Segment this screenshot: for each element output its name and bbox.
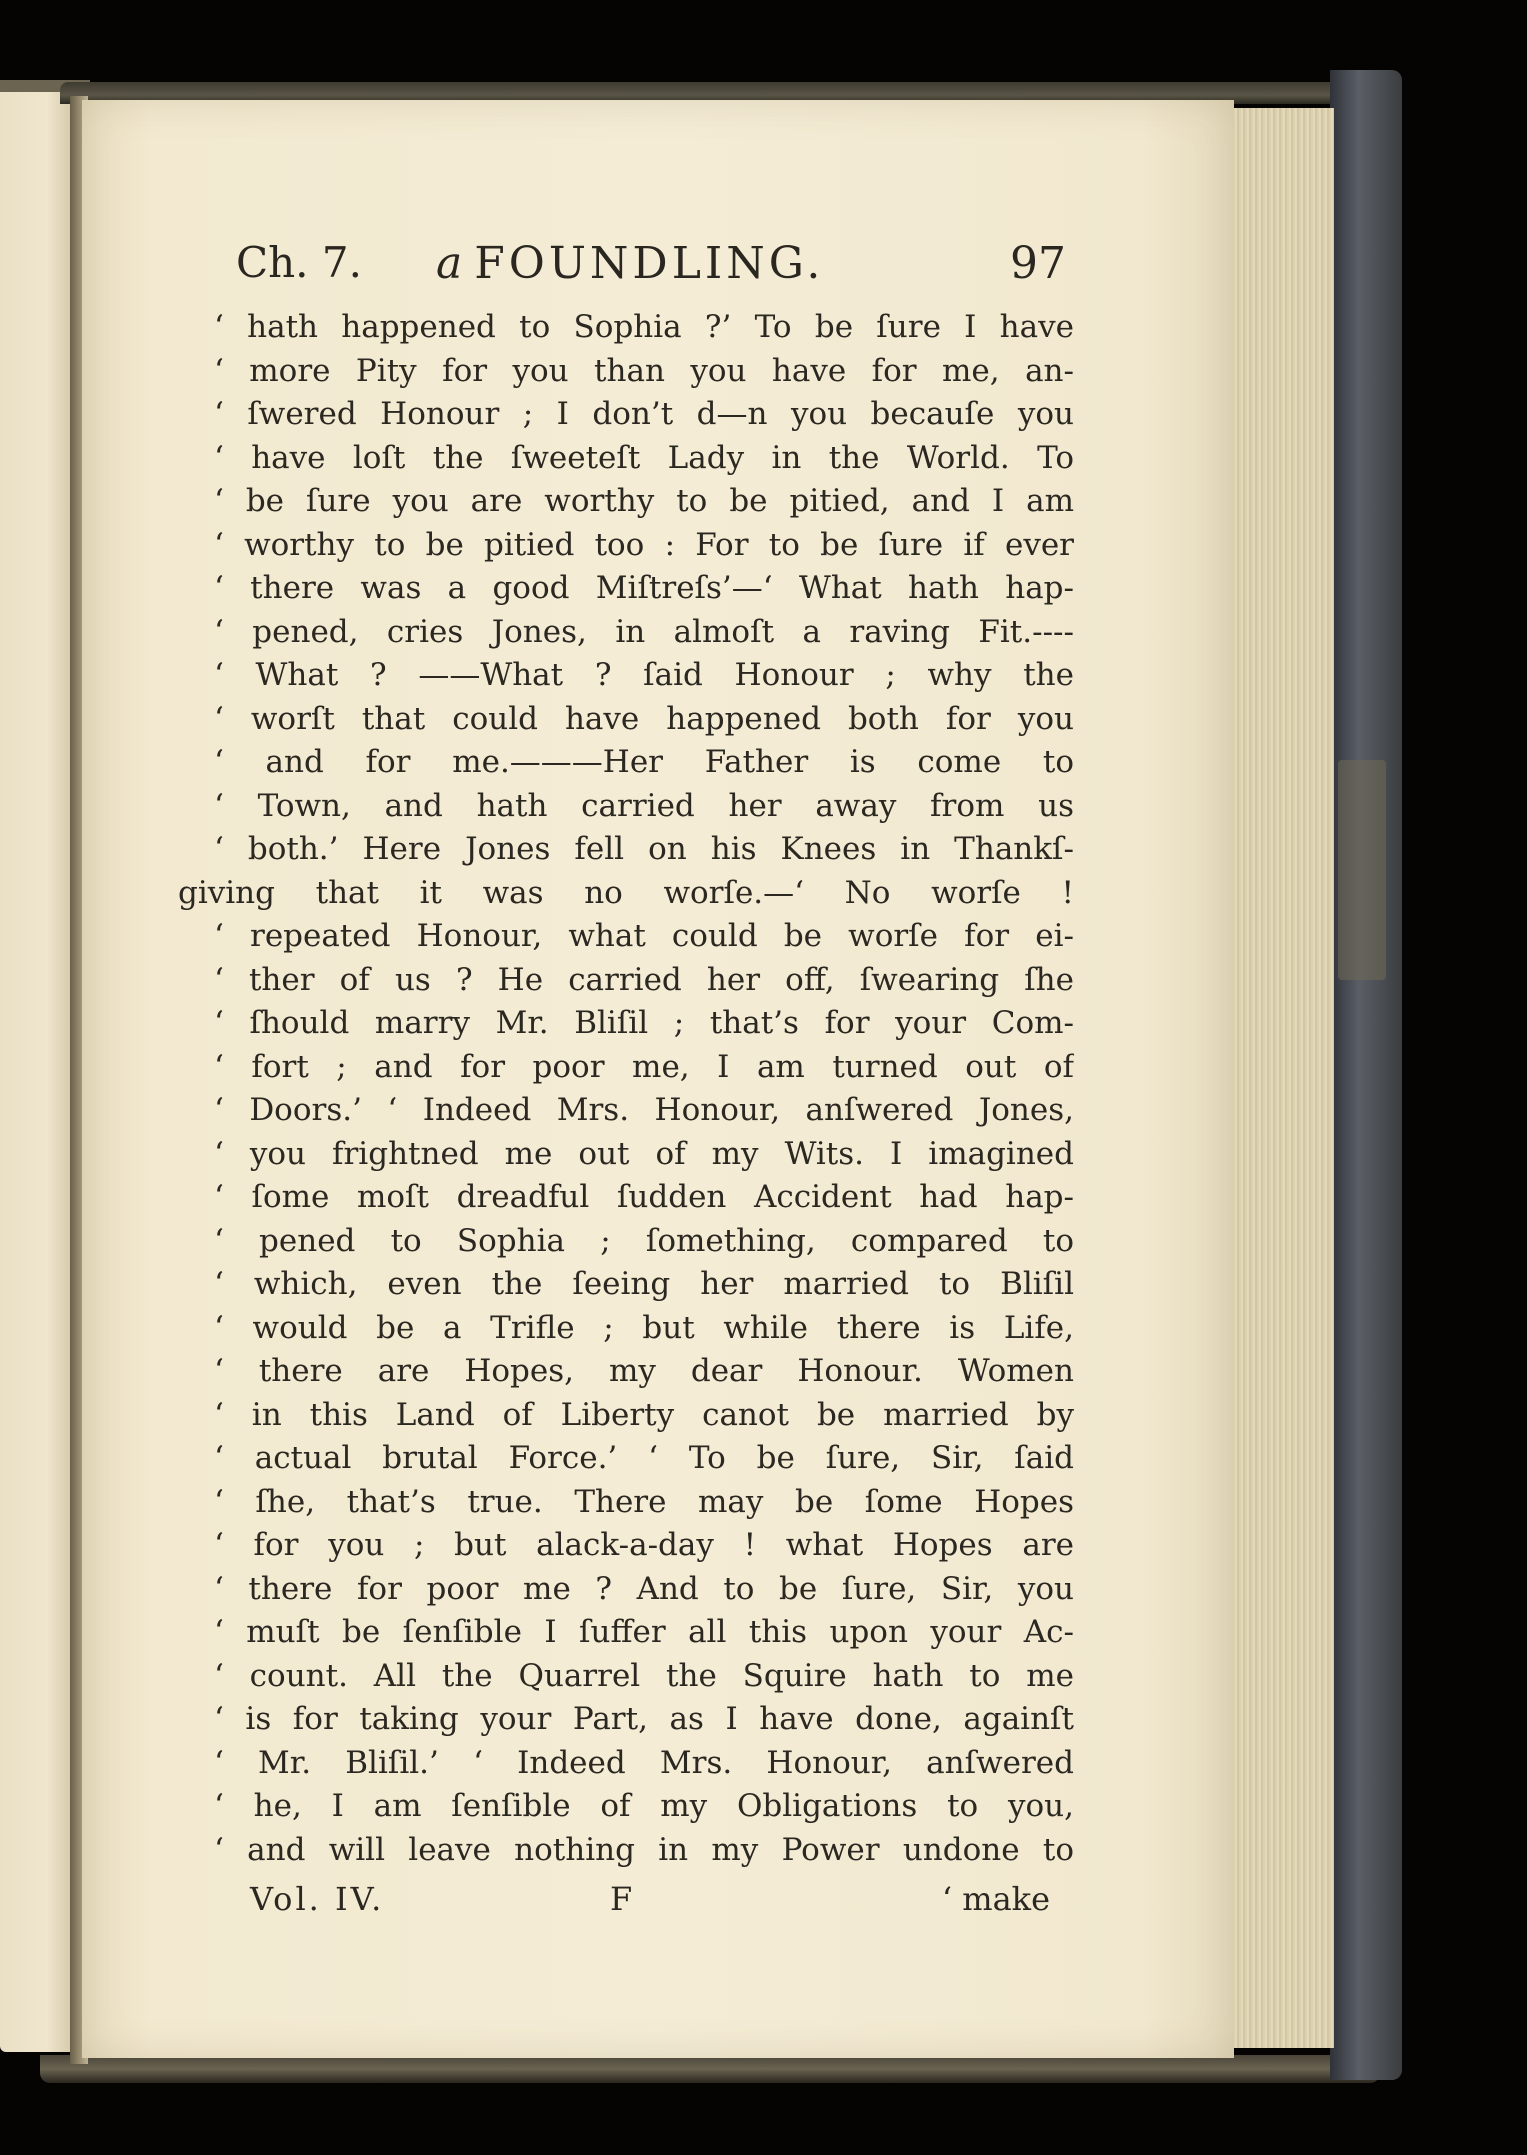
running-head bbox=[236, 238, 1066, 308]
text-line: ‘ What ? ——What ? ſaid Honour ; why the bbox=[214, 657, 1074, 693]
cover-wear-mark bbox=[1338, 760, 1386, 980]
volume-label: Vol. IV. bbox=[250, 1880, 385, 1918]
title-article: a bbox=[436, 238, 463, 289]
text-line: ‘ more Pity for you than you have for me, an- bbox=[214, 352, 1074, 389]
binding-bottom bbox=[40, 2055, 1380, 2083]
text-line: ‘ worſt that could have happened both for you bbox=[214, 700, 1074, 737]
text-line: giving that it was no worſe.—‘ No worſe ! bbox=[178, 874, 1074, 911]
text-line: ‘ hath happened to Sophia ?’ To be ſure I have bbox=[214, 309, 1074, 345]
text-line: ‘ there are Hopes, my dear Honour. Women bbox=[214, 1353, 1074, 1389]
text-line: ‘ you frightned me out of my Wits. I imagined bbox=[214, 1135, 1074, 1172]
facing-page-edge bbox=[0, 92, 78, 2052]
text-line: ‘ count. All the Quarrel the Squire hath to me bbox=[214, 1657, 1074, 1694]
text-line: ‘ for you ; but alack-a-day ! what Hopes are bbox=[214, 1527, 1074, 1563]
text-line: ‘ fort ; and for poor me, I am turned out of bbox=[214, 1048, 1074, 1085]
text-line: ‘ repeated Honour, what could be worſe for ei- bbox=[214, 918, 1074, 954]
text-line: ‘ and will leave nothing in my Power undone to bbox=[214, 1831, 1074, 1868]
text-line: ‘ Doors.’ ‘ Indeed Mrs. Honour, anſwered Jones, bbox=[214, 1092, 1074, 1128]
text-line: ‘ he, I am ſenſible of my Obligations to you, bbox=[214, 1788, 1074, 1824]
text-line: ‘ have loſt the ſweeteſt Lady in the World. To bbox=[214, 439, 1074, 476]
text-line: ‘ ſhe, that’s true. There may be ſome Hopes bbox=[214, 1483, 1074, 1520]
running-title bbox=[436, 238, 824, 289]
text-line: ‘ worthy to be pitied too : For to be ſure if ever bbox=[214, 526, 1074, 563]
text-line: ‘ ſhould marry Mr. Bliſil ; that’s for your Com- bbox=[214, 1005, 1074, 1041]
text-line: ‘ ther of us ? He carried her off, ſwearing ſhe bbox=[214, 961, 1074, 998]
chapter-label: Ch. 7. bbox=[236, 238, 362, 287]
text-line: ‘ ſome moſt dreadful ſudden Accident had hap- bbox=[214, 1179, 1074, 1215]
text-line: ‘ would be a Trifle ; but while there is Life, bbox=[214, 1309, 1074, 1346]
signature-mark: F bbox=[610, 1880, 633, 1918]
text-line: ‘ pened to Sophia ; ſomething, compared to bbox=[214, 1222, 1074, 1259]
text-line: ‘ which, even the ſeeing her married to Bliſil bbox=[214, 1266, 1074, 1302]
text-line: ‘ and for me.———Her Father is come to bbox=[214, 744, 1074, 780]
text-line: ‘ ſwered Honour ; I don’t d—n you becauſe you bbox=[214, 396, 1074, 432]
text-line: ‘ there was a good Miſtreſs’—‘ What hath hap- bbox=[214, 570, 1074, 606]
title-text: FOUNDLING. bbox=[474, 238, 825, 289]
page-footer bbox=[250, 1880, 1050, 1932]
text-line: ‘ Mr. Bliſil.’ ‘ Indeed Mrs. Honour, anſwered bbox=[214, 1744, 1074, 1781]
text-line: ‘ is for taking your Part, as I have done, againſt bbox=[214, 1701, 1074, 1737]
book-cover-spine bbox=[1330, 70, 1402, 2080]
text-line: ‘ in this Land of Liberty canot be married by bbox=[214, 1396, 1074, 1433]
text-line: ‘ pened, cries Jones, in almoſt a raving Fit.---- bbox=[214, 613, 1074, 650]
text-line: ‘ there for poor me ? And to be ſure, Sir, you bbox=[214, 1570, 1074, 1607]
page-number: 97 bbox=[1010, 238, 1066, 289]
text-line: ‘ be ſure you are worthy to be pitied, and I am bbox=[214, 483, 1074, 519]
catchword: ‘ make bbox=[941, 1880, 1050, 1918]
page-block-edges bbox=[1234, 108, 1334, 2048]
text-line: ‘ muſt be ſenſible I ſuffer all this upon your Ac- bbox=[214, 1614, 1074, 1650]
text-line: ‘ both.’ Here Jones fell on his Knees in Thankſ- bbox=[214, 831, 1074, 867]
text-line: ‘ actual brutal Force.’ ‘ To be ſure, Sir, ſaid bbox=[214, 1440, 1074, 1476]
page-body-text bbox=[178, 306, 1074, 1872]
text-line: ‘ Town, and hath carried her away from us bbox=[214, 787, 1074, 824]
